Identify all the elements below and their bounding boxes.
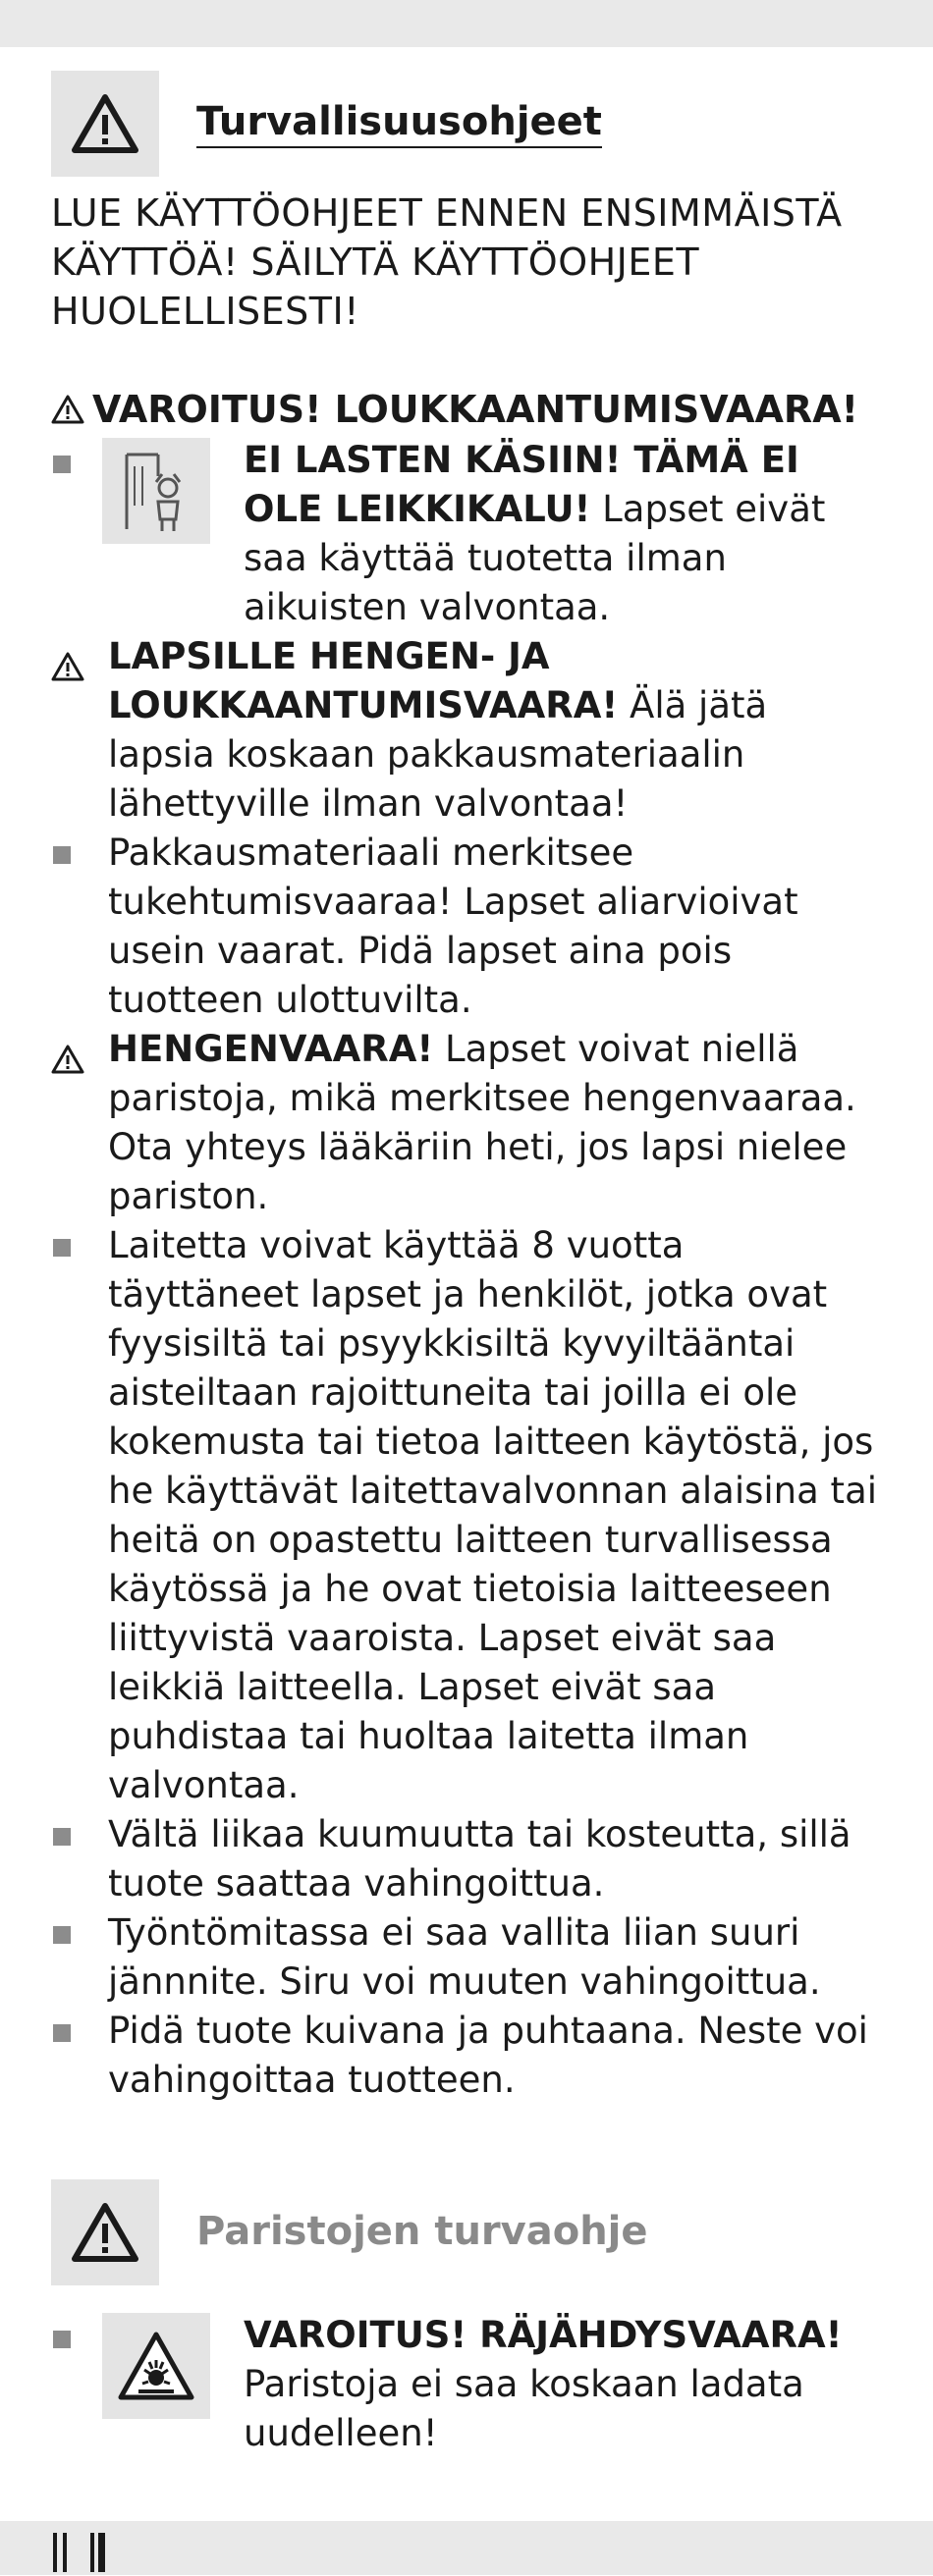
list-item	[51, 632, 881, 829]
intro-text: LUE KÄYTTÖOHJEET ENNEN ENSIMMÄISTÄ KÄYTTÖÄ! SÄILYTÄ KÄYTTÖOHJEET HUOLELLISESTI!	[51, 191, 843, 333]
list-item	[51, 1908, 881, 2007]
list-item	[51, 1221, 881, 1810]
document-body	[51, 71, 881, 2458]
spacer	[51, 2105, 881, 2179]
bullet-square	[53, 1239, 71, 1257]
explosion-hazard-icon	[102, 2313, 210, 2419]
section-title-battery: Paristojen turvaohje	[196, 2208, 648, 2254]
warning-heading	[51, 385, 881, 436]
bullet-square	[53, 456, 71, 473]
item-text: Työntömitassa ei saa vallita liian suuri jännnite. Siru voi muuten vahingoittua.	[108, 1911, 821, 2003]
warning-heading-text: VAROITUS! LOUKKAANTUMISVAARA!	[92, 388, 858, 431]
item-text: Älä jätä lapsia koskaan pakkausmateriaalin lähettyville ilman valvontaa!	[108, 684, 768, 825]
bullet-square	[53, 2331, 71, 2348]
list-item	[51, 2311, 881, 2458]
section-header-safety	[51, 71, 881, 177]
item-bold-text: VAROITUS! RÄJÄHDYSVAARA!	[244, 2314, 843, 2356]
item-text: Paristoja ei saa koskaan ladata uudelleen!	[244, 2363, 804, 2454]
item-bold-text: LAPSILLE HENGEN- JA LOUKKAANTUMISVAARA!	[108, 635, 619, 726]
item-bold-text: EI LASTEN KÄSIIN! TÄMÄ EI OLE LEIKKIKALU!	[244, 439, 799, 530]
warning-triangle-icon	[51, 71, 159, 177]
list-item	[51, 1025, 881, 1221]
small-warning-icon	[51, 645, 84, 694]
item-text: Pidä tuote kuivana ja puhtaana. Neste voi vahingoittaa tuotteen.	[108, 2010, 868, 2101]
top-band	[0, 0, 933, 47]
bottom-band	[0, 2521, 933, 2575]
bullet-square	[53, 846, 71, 864]
item-text: Lapset eivät saa käyttää tuotetta ilman aikuisten valvontaa.	[244, 488, 826, 628]
list-item	[51, 1810, 881, 1908]
item-bold-text: HENGENVAARA!	[108, 1028, 434, 1070]
small-warning-icon	[51, 387, 84, 436]
barcode-mark	[53, 2533, 112, 2576]
bullet-square	[53, 2024, 71, 2042]
list-item	[51, 829, 881, 1025]
item-text: Vältä liikaa kuumuutta tai kosteutta, sillä tuote saattaa vahingoittua.	[108, 1813, 851, 1905]
item-text: Lapset voivat niellä paristoja, mikä merkitsee hengenvaaraa. Ota yhteys lääkäriin heti, jos lapsi nielee pariston.	[108, 1028, 856, 1217]
bullet-square	[53, 1926, 71, 1944]
warning-triangle-icon	[51, 2179, 159, 2285]
section-title-safety: Turvallisuusohjeet	[196, 100, 602, 148]
list-item	[51, 436, 881, 632]
bullet-square	[53, 1828, 71, 1846]
no-children-icon	[102, 438, 210, 544]
small-warning-icon	[51, 1038, 84, 1087]
item-text: Pakkausmateriaali merkitsee tukehtumisvaaraa! Lapset aliarvioivat usein vaarat. Pidä lapset aina pois tuotteen ulottuvilta.	[108, 832, 798, 1021]
item-text: Laitetta voivat käyttää 8 vuotta täyttäneet lapset ja henkilöt, jotka ovat fyysisiltä tai psyykkisiltä kyvyiltääntai aisteiltaan rajoittuneita tai joilla ei ole kokemusta tai tietoa laitteen käytöstä, jos he käyttävät laitettavalvonnan alaisina tai heitä on opastettu laitteen turvallisessa käytössä ja he ovat tietoisia laitteeseen liittyvistä vaaroista. Lapset eivät saa leikkiä laitteella. Lapset eivät saa puhdistaa tai huoltaa laitetta ilman valvontaa.	[108, 1224, 878, 1806]
list-item	[51, 2007, 881, 2105]
section-header-battery	[51, 2179, 881, 2285]
